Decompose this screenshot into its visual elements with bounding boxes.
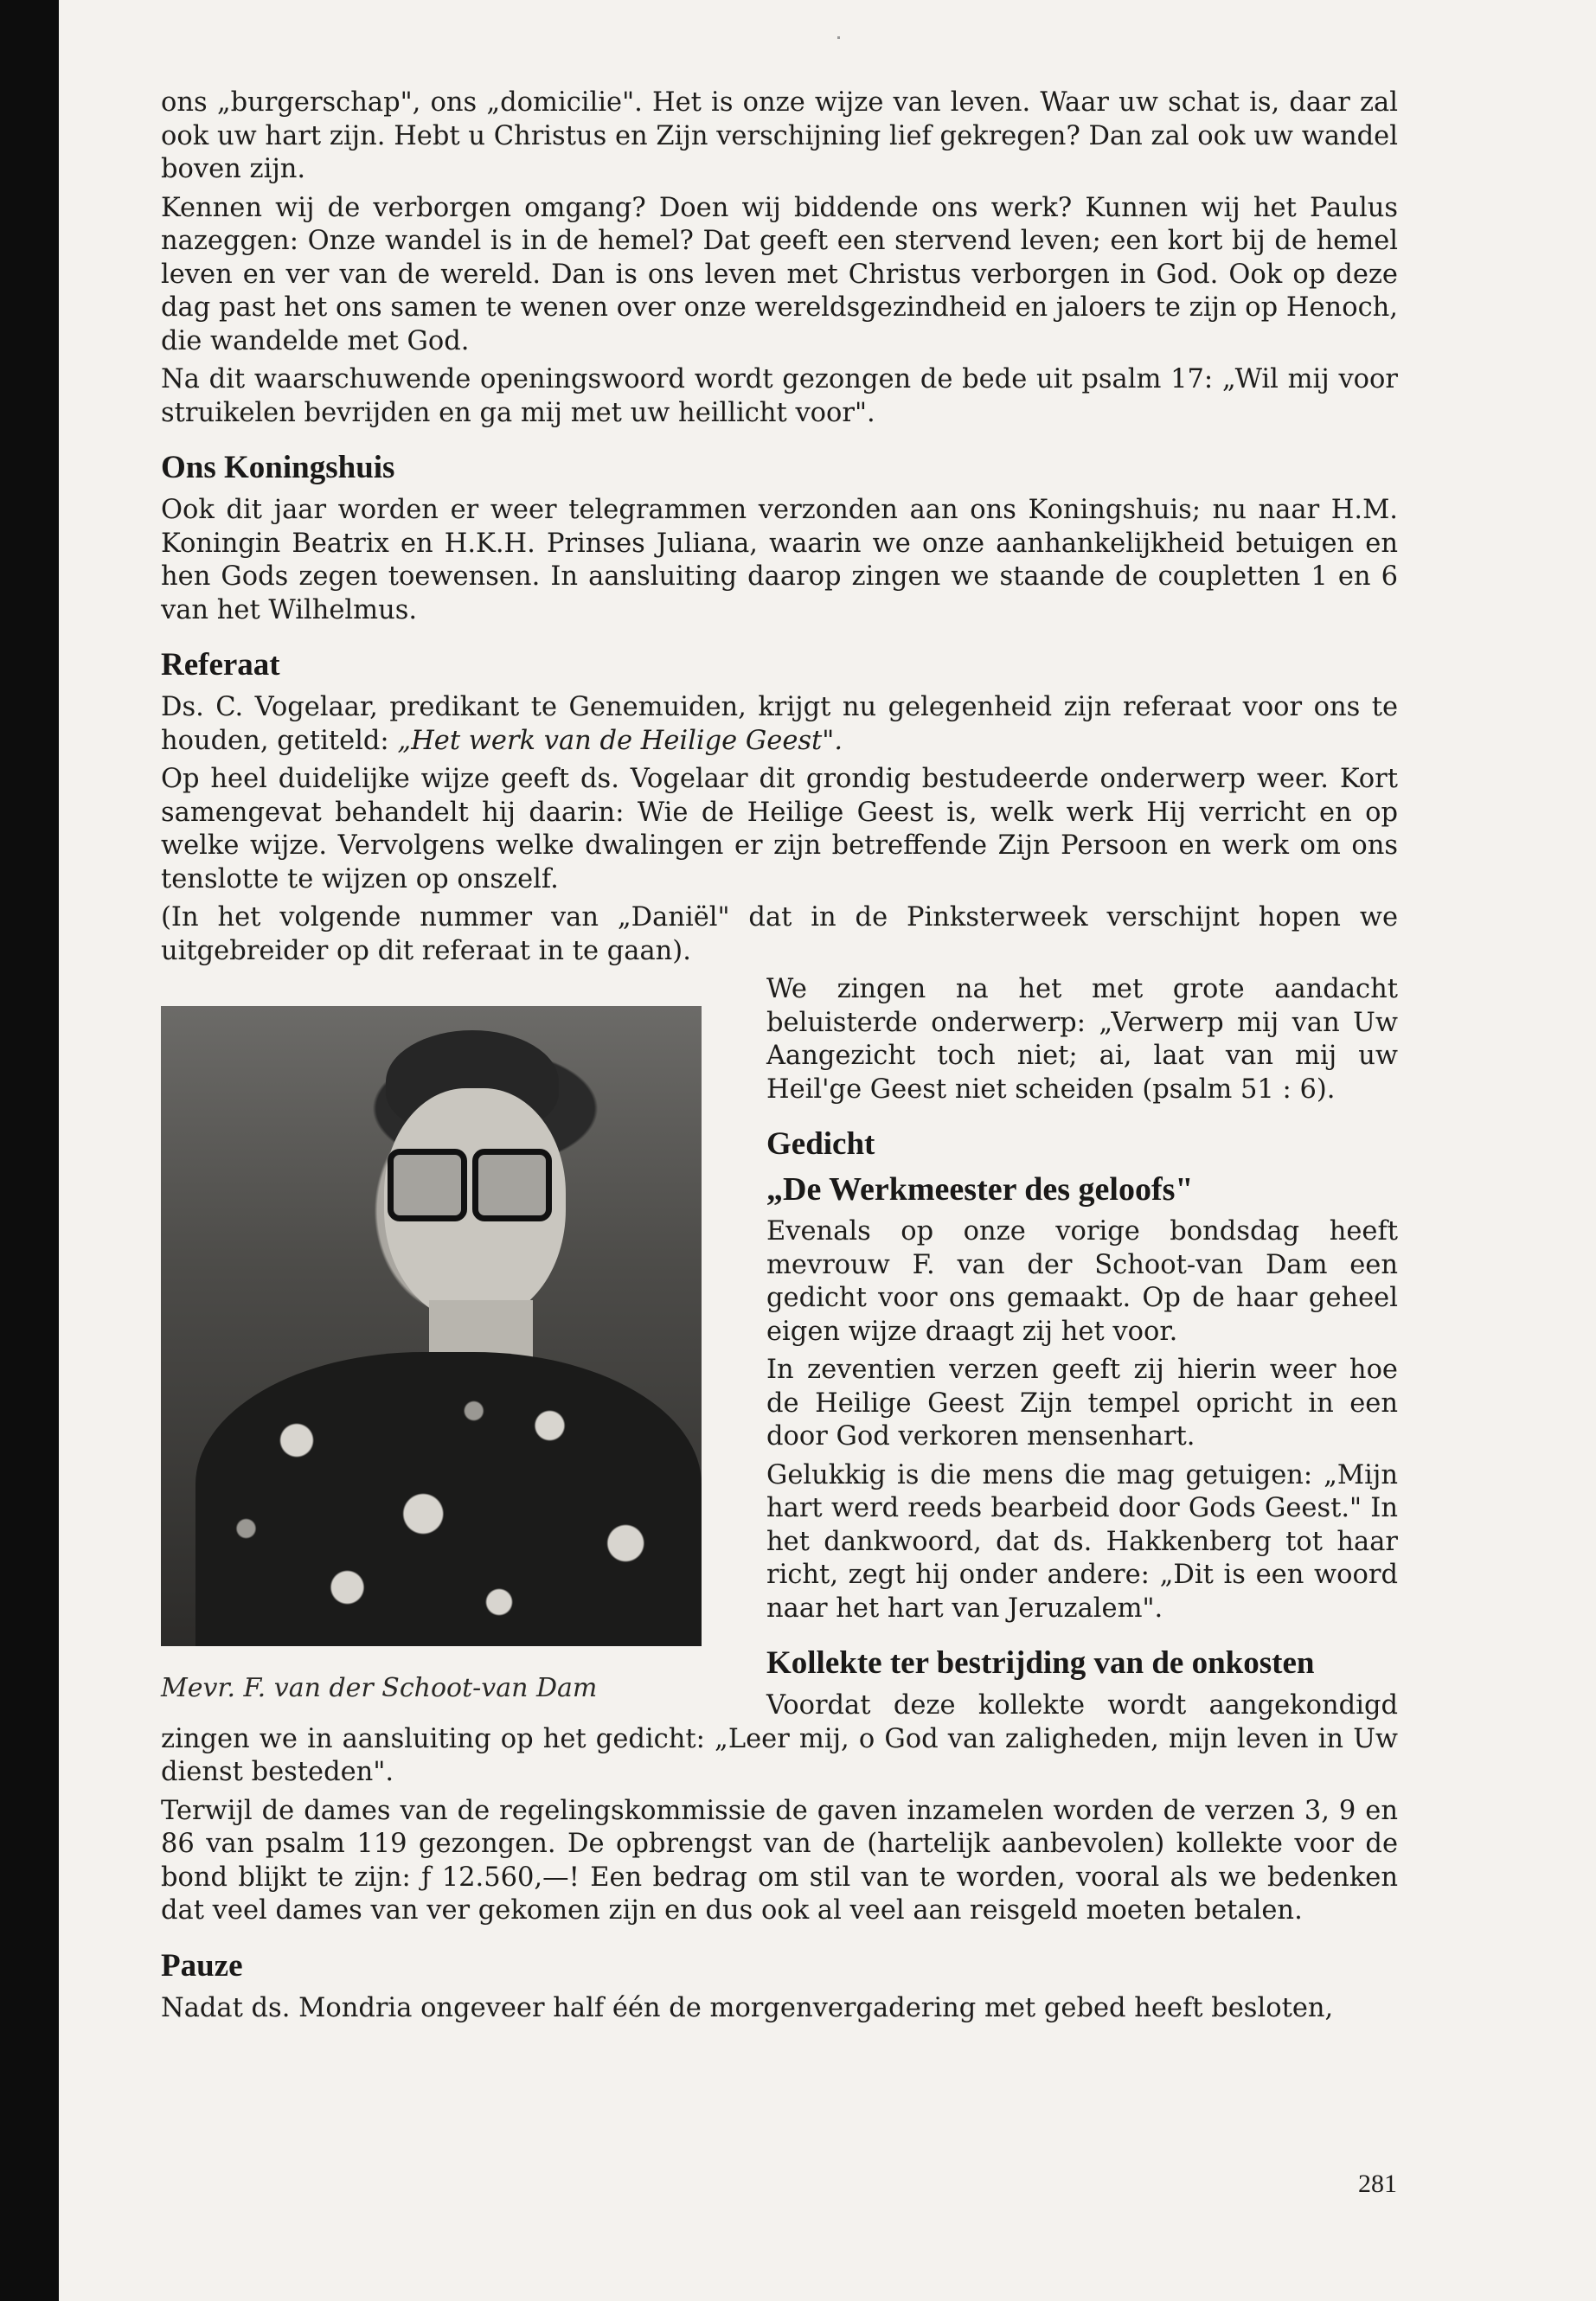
portrait-photo — [161, 1006, 702, 1646]
heading-werkmeester: „De Werkmeester des geloofs" — [766, 1171, 1194, 1208]
paragraph-omgang: Kennen wij de verborgen omgang? Doen wij biddende ons werk? Kunnen wij het Paulus nazeggen: Onze wandel is in de hemel? Dat geeft een stervend leven; een kort bij de hemel leven en ver van de wereld. Dan is ons leven met Christus verborgen in God. Ook op deze dag past het ons samen te wenen over onze wereldsgezindheid en jaloers te zijn op Henoch, die wandelde met God. — [161, 192, 1398, 356]
heading-kollekte: Kollekte ter bestrijding van de onkosten — [766, 1645, 1315, 1681]
paragraph-koningshuis: Ook dit jaar worden er weer telegrammen verzonden aan ons Koningshuis; nu naar H.M. Koningin Beatrix en H.K.H. Prinses Juliana, waarin we onze aanhankelijkheid betuigen en hen Gods zegen toewensen. In aansluiting daarop zingen we staande de coupletten 1 en 6 van het Wilhelmus. — [161, 495, 1398, 625]
paragraph-psalm-51: We zingen na het met grote aandacht beluisterde onderwerp: „Verwerp mij van Uw Aangezicht toch niet; ai, laat van mij uw Heil'ge Geest niet scheiden (psalm 51 : 6). — [766, 974, 1398, 1105]
portrait-glasses-right — [472, 1149, 552, 1221]
paragraph-openingswoord: Na dit waarschuwende openingswoord wordt gezongen de bede uit psalm 17: „Wil mij voor struikelen bevrijden en ga mij met uw heillicht voor". — [161, 364, 1398, 428]
scan-edge — [0, 0, 59, 2301]
paragraph-pauze: Nadat ds. Mondria ongeveer half één de morgenvergadering met gebed heeft besloten, — [161, 1992, 1334, 2023]
paragraph-referaat-intro — [161, 691, 1398, 758]
heading-koningshuis: Ons Koningshuis — [161, 450, 395, 485]
page-number: 281 — [1358, 2170, 1397, 2198]
page-content — [161, 87, 1398, 2030]
paragraph-kollekte-aankondiging: Voordat deze kollekte wordt aangekondigd zingen we in aansluiting op het gedicht: „Leer mij, o God van zaligheden, mijn leven in Uw dienst besteden". — [161, 1690, 1398, 1787]
paragraph-burgerschap: ons „burgerschap", ons „domicilie". Het is onze wijze van leven. Waar uw schat is, daar zal ook uw hart zijn. Hebt u Christus en Zijn verschijning lief gekregen? Dan zal ook uw wandel boven zijn. — [161, 87, 1398, 184]
paragraph-daniel-nummer: (In het volgende nummer van „Daniël" dat in de Pinksterweek verschijnt hopen we uitgebreider op dit referaat in te gaan). — [161, 902, 1398, 966]
scan-speck — [837, 36, 840, 39]
paragraph-gedicht-intro: Evenals op onze vorige bondsdag heeft mevrouw F. van der Schoot-van Dam een gedicht voor ons gemaakt. Op de haar geheel eigen wijze draagt zij het voor. — [766, 1216, 1398, 1347]
portrait-glasses-left — [388, 1149, 467, 1221]
referaat-title: „Het werk van de Heilige Geest". — [397, 725, 843, 756]
heading-referaat: Referaat — [161, 647, 280, 683]
paragraph-referaat-samenvatting: Op heel duidelijke wijze geeft ds. Vogelaar dit grondig bestudeerde onderwerp weer. Kort samengevat behandelt hij daarin: Wie de Heilige Geest is, welk werk Hij verricht en op welke wijze. Vervolgens welke dwalingen er zijn betreffende Zijn Persoon en werk om ons tenslotte te wijzen op onszelf. — [161, 764, 1398, 894]
photo-figure — [161, 1006, 723, 1706]
portrait-floral-blouse — [195, 1352, 702, 1646]
paragraph-zeventien-verzen: In zeventien verzen geeft zij hierin weer hoe de Heilige Geest Zijn tempel opricht in een door God verkoren mensenhart. — [766, 1355, 1398, 1452]
heading-pauze: Pauze — [161, 1947, 243, 1984]
heading-gedicht: Gedicht — [766, 1126, 875, 1162]
referaat-intro-text: Ds. C. Vogelaar, predikant te Genemuiden, krijgt nu gelegenheid zijn referaat voor ons te houden, getiteld: — [161, 692, 1398, 756]
paragraph-kollekte-opbrengst: Terwijl de dames van de regelingskommissie de gaven inzamelen worden de verzen 3, 9 en 86 van psalm 119 gezongen. De opbrengst van de (hartelijk aanbevolen) kollekte voor de bond blijkt te zijn: ƒ 12.560,—! Een bedrag om stil van te worden, vooral als we bedenken dat veel dames van ver gekomen zijn en dus ook al veel aan reisgeld moeten betalen. — [161, 1795, 1398, 1926]
paragraph-gelukkig: Gelukkig is die mens die mag getuigen: „Mijn hart werd reeds bearbeid door Gods Geest." In het dankwoord, dat ds. Hakkenberg tot haar richt, zegt hij onder andere: „Dit is een woord naar het hart van Jeruzalem". — [766, 1459, 1398, 1624]
photo-caption: Mevr. F. van der Schoot-van Dam — [161, 1673, 598, 1703]
